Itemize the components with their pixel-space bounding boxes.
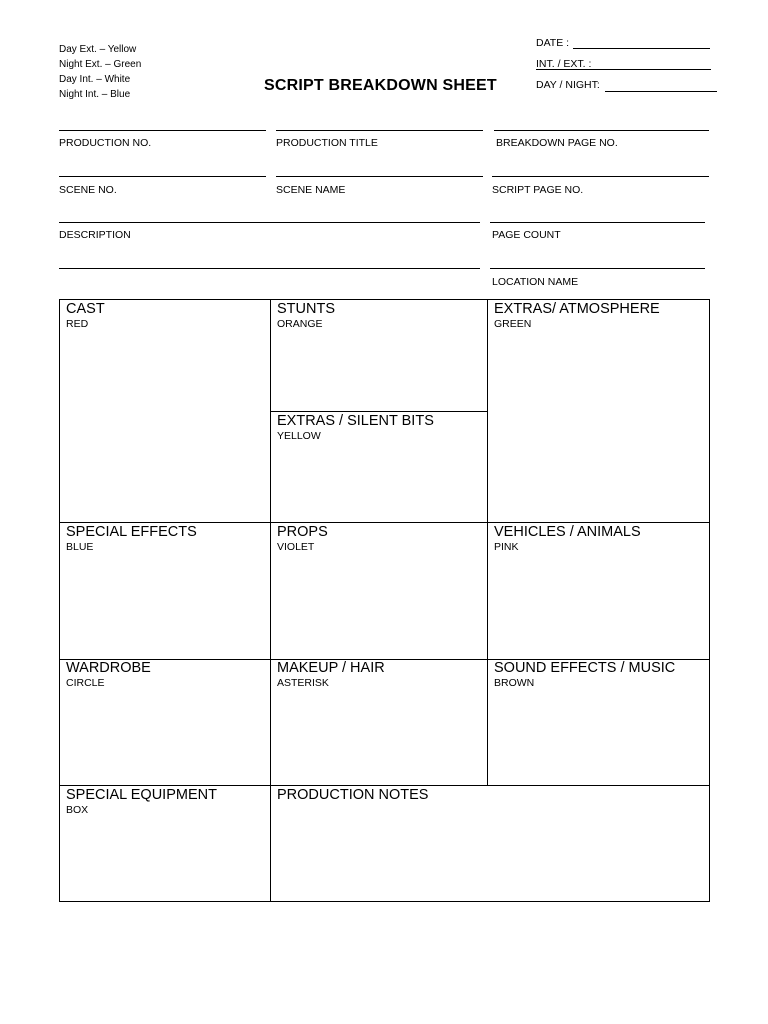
date-field[interactable] xyxy=(536,37,569,49)
special-effects-title: SPECIAL EFFECTS xyxy=(66,524,197,540)
page-title: SCRIPT BREAKDOWN SHEET xyxy=(264,77,497,94)
extras-atmosphere-title: EXTRAS/ ATMOSPHERE xyxy=(494,301,660,317)
script-page-no-label: SCRIPT PAGE NO. xyxy=(492,184,584,196)
legend-night-int: Night Int. – Blue xyxy=(59,89,131,100)
cast-cell[interactable] xyxy=(66,301,105,331)
grid-divider-stunts xyxy=(270,411,487,412)
special-effects-cell[interactable] xyxy=(66,524,197,554)
cast-title: CAST xyxy=(66,301,105,317)
scene-name-label: SCENE NAME xyxy=(276,184,346,196)
color-legend xyxy=(59,42,141,102)
sound-effects-music-code: BROWN xyxy=(494,677,535,689)
int-ext-label: INT. / EXT. : xyxy=(536,58,592,70)
makeup-hair-title: MAKEUP / HAIR xyxy=(277,660,385,676)
grid-divider-v2 xyxy=(487,299,488,786)
scene-no-line[interactable] xyxy=(59,176,266,177)
scene-no-label: SCENE NO. xyxy=(59,184,117,196)
makeup-hair-cell[interactable] xyxy=(277,660,385,690)
vehicles-animals-code: PINK xyxy=(494,541,519,553)
date-label: DATE : xyxy=(536,37,570,49)
page-count-line[interactable] xyxy=(490,222,705,223)
description-line-2[interactable] xyxy=(59,268,480,269)
date-line[interactable] xyxy=(573,48,710,49)
script-page-no-line[interactable] xyxy=(492,176,709,177)
location-name-line[interactable] xyxy=(490,268,705,269)
wardrobe-title: WARDROBE xyxy=(66,660,151,676)
breakdown-page-no-line[interactable] xyxy=(494,130,709,131)
extras-atmosphere-cell[interactable] xyxy=(494,301,660,331)
description-line[interactable] xyxy=(59,222,480,223)
vehicles-animals-title: VEHICLES / ANIMALS xyxy=(494,524,641,540)
breakdown-page-no-label: BREAKDOWN PAGE NO. xyxy=(496,137,618,149)
props-code: VIOLET xyxy=(277,541,315,553)
extras-silent-bits-code: YELLOW xyxy=(277,430,321,442)
int-ext-line[interactable] xyxy=(536,69,711,70)
props-title: PROPS xyxy=(277,524,328,540)
cast-code: RED xyxy=(66,318,89,330)
stunts-title: STUNTS xyxy=(277,301,335,317)
production-no-label: PRODUCTION NO. xyxy=(59,137,152,149)
wardrobe-code: CIRCLE xyxy=(66,677,105,689)
production-title-label: PRODUCTION TITLE xyxy=(276,137,378,149)
stunts-cell[interactable] xyxy=(277,301,335,331)
production-no-line[interactable] xyxy=(59,130,266,131)
vehicles-animals-cell[interactable] xyxy=(494,524,641,554)
production-notes-cell[interactable] xyxy=(277,787,428,804)
scene-name-line[interactable] xyxy=(276,176,483,177)
grid-divider-h3 xyxy=(59,785,710,786)
wardrobe-cell[interactable] xyxy=(66,660,151,690)
page-count-label: PAGE COUNT xyxy=(492,229,561,241)
location-name-label: LOCATION NAME xyxy=(492,276,579,288)
makeup-hair-code: ASTERISK xyxy=(277,677,329,689)
grid-divider-v1 xyxy=(270,299,271,902)
stunts-code: ORANGE xyxy=(277,318,323,330)
day-night-field[interactable] xyxy=(536,79,600,91)
legend-day-ext: Day Ext. – Yellow xyxy=(59,44,137,55)
props-cell[interactable] xyxy=(277,524,328,554)
production-notes-title: PRODUCTION NOTES xyxy=(277,787,429,803)
day-night-line[interactable] xyxy=(605,91,717,92)
special-equipment-title: SPECIAL EQUIPMENT xyxy=(66,787,217,803)
sound-effects-music-cell[interactable] xyxy=(494,660,675,690)
special-effects-code: BLUE xyxy=(66,541,94,553)
sound-effects-music-title: SOUND EFFECTS / MUSIC xyxy=(494,660,676,676)
special-equipment-code: BOX xyxy=(66,804,89,816)
day-night-label: DAY / NIGHT: xyxy=(536,79,600,91)
legend-day-int: Day Int. – White xyxy=(59,74,131,85)
extras-atmosphere-code: GREEN xyxy=(494,318,532,330)
description-label: DESCRIPTION xyxy=(59,229,131,241)
special-equipment-cell[interactable] xyxy=(66,787,217,817)
production-title-line[interactable] xyxy=(276,130,483,131)
grid-divider-h1 xyxy=(59,522,710,523)
extras-silent-bits-cell[interactable] xyxy=(277,413,434,443)
legend-night-ext: Night Ext. – Green xyxy=(59,59,142,70)
extras-silent-bits-title: EXTRAS / SILENT BITS xyxy=(277,413,434,429)
